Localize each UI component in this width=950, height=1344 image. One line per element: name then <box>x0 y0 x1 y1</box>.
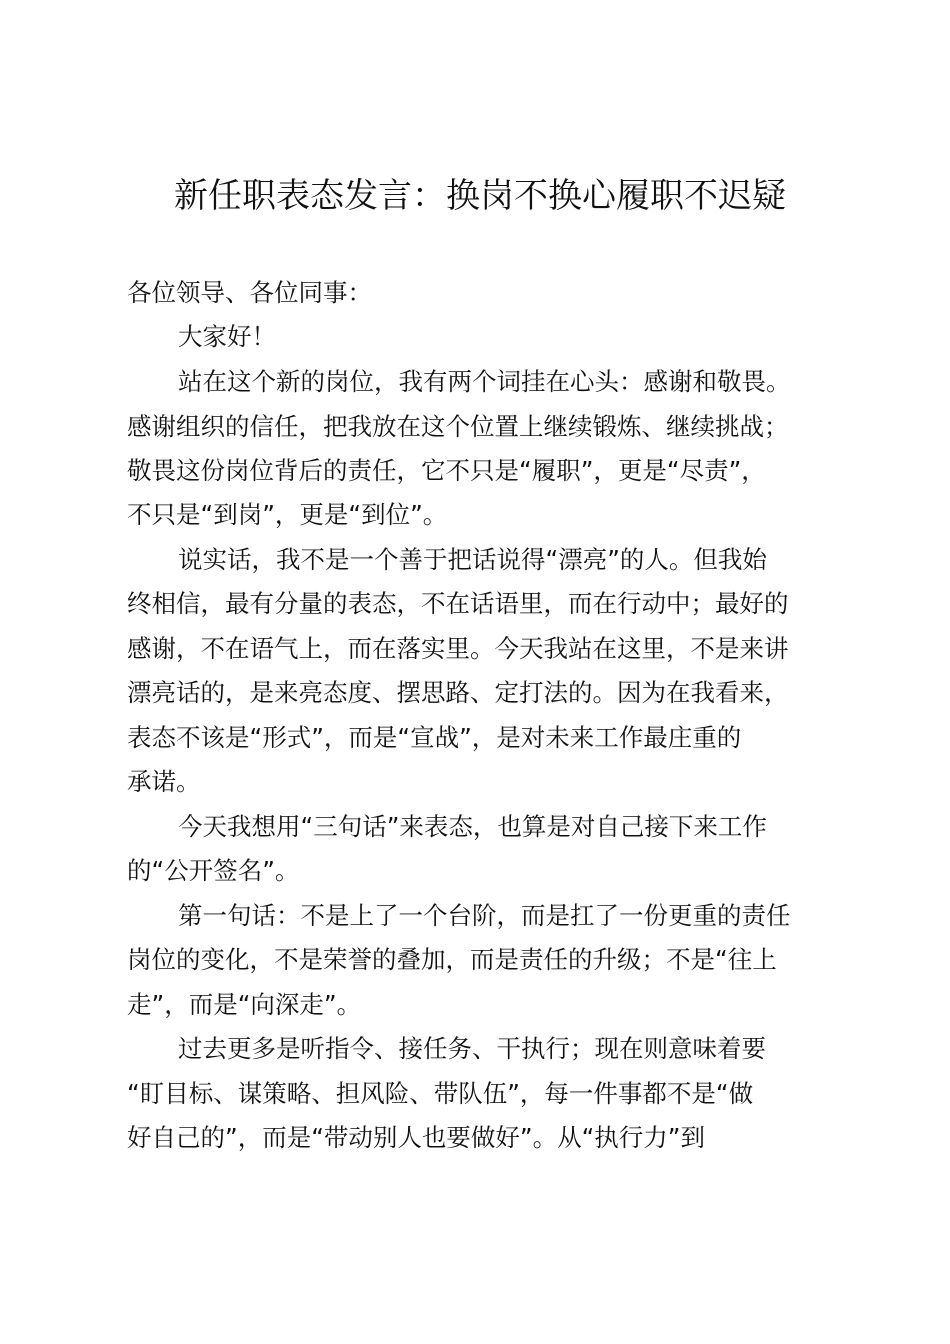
body-text-line: 终相信，最有分量的表态，不在话语里，而在行动中；最好的 <box>127 589 789 618</box>
body-text-line: 敬畏这份岗位背后的责任，它不只是“履职”，更是“尽责”， <box>127 456 766 485</box>
body-text-line: 站在这个新的岗位，我有两个词挂在心头：感谢和敬畏。 <box>178 367 791 396</box>
body-text-line: 好自己的”，而是“带动别人也要做好”。从“执行力”到 <box>127 1123 705 1152</box>
body-text-line: 的“公开签名”。 <box>127 856 300 885</box>
body-text-line: 漂亮话的，是来亮态度、摆思路、定打法的。因为在我看来， <box>127 678 789 707</box>
body-text-line: 表态不该是“形式”，而是“宣战”，是对未来工作最庄重的 <box>127 723 742 752</box>
body-text-line: 感谢，不在语气上，而在落实里。今天我站在这里，不是来讲 <box>127 634 789 663</box>
body-text-line: “盯目标、谋策略、担风险、带队伍”，每一件事都不是“做 <box>127 1079 754 1108</box>
body-text-line: 第一句话：不是上了一个台阶，而是扛了一份更重的责任 <box>178 901 791 930</box>
body-text-line: 今天我想用“三句话”来表态，也算是对自己接下来工作 <box>178 812 767 841</box>
document-title: 新任职表态发言：换岗不换心履职不迟疑 <box>174 176 786 216</box>
body-text-line: 说实话，我不是一个善于把话说得“漂亮”的人。但我始 <box>178 545 767 574</box>
body-text-line: 过去更多是听指令、接任务、干执行；现在则意味着要 <box>178 1034 766 1063</box>
salutation-line: 各位领导、各位同事： <box>127 278 372 307</box>
body-text-line: 岗位的变化，不是荣誉的叠加，而是责任的升级；不是“往上 <box>127 945 777 974</box>
body-text-line: 承诺。 <box>127 767 201 796</box>
body-text-line: 感谢组织的信任，把我放在这个位置上继续锻炼、继续挑战； <box>127 412 789 441</box>
greeting-line: 大家好！ <box>178 322 276 351</box>
body-text-line: 走”，而是“向深走”。 <box>127 990 362 1019</box>
body-text-line: 不只是“到岗”，更是“到位”。 <box>127 500 448 529</box>
